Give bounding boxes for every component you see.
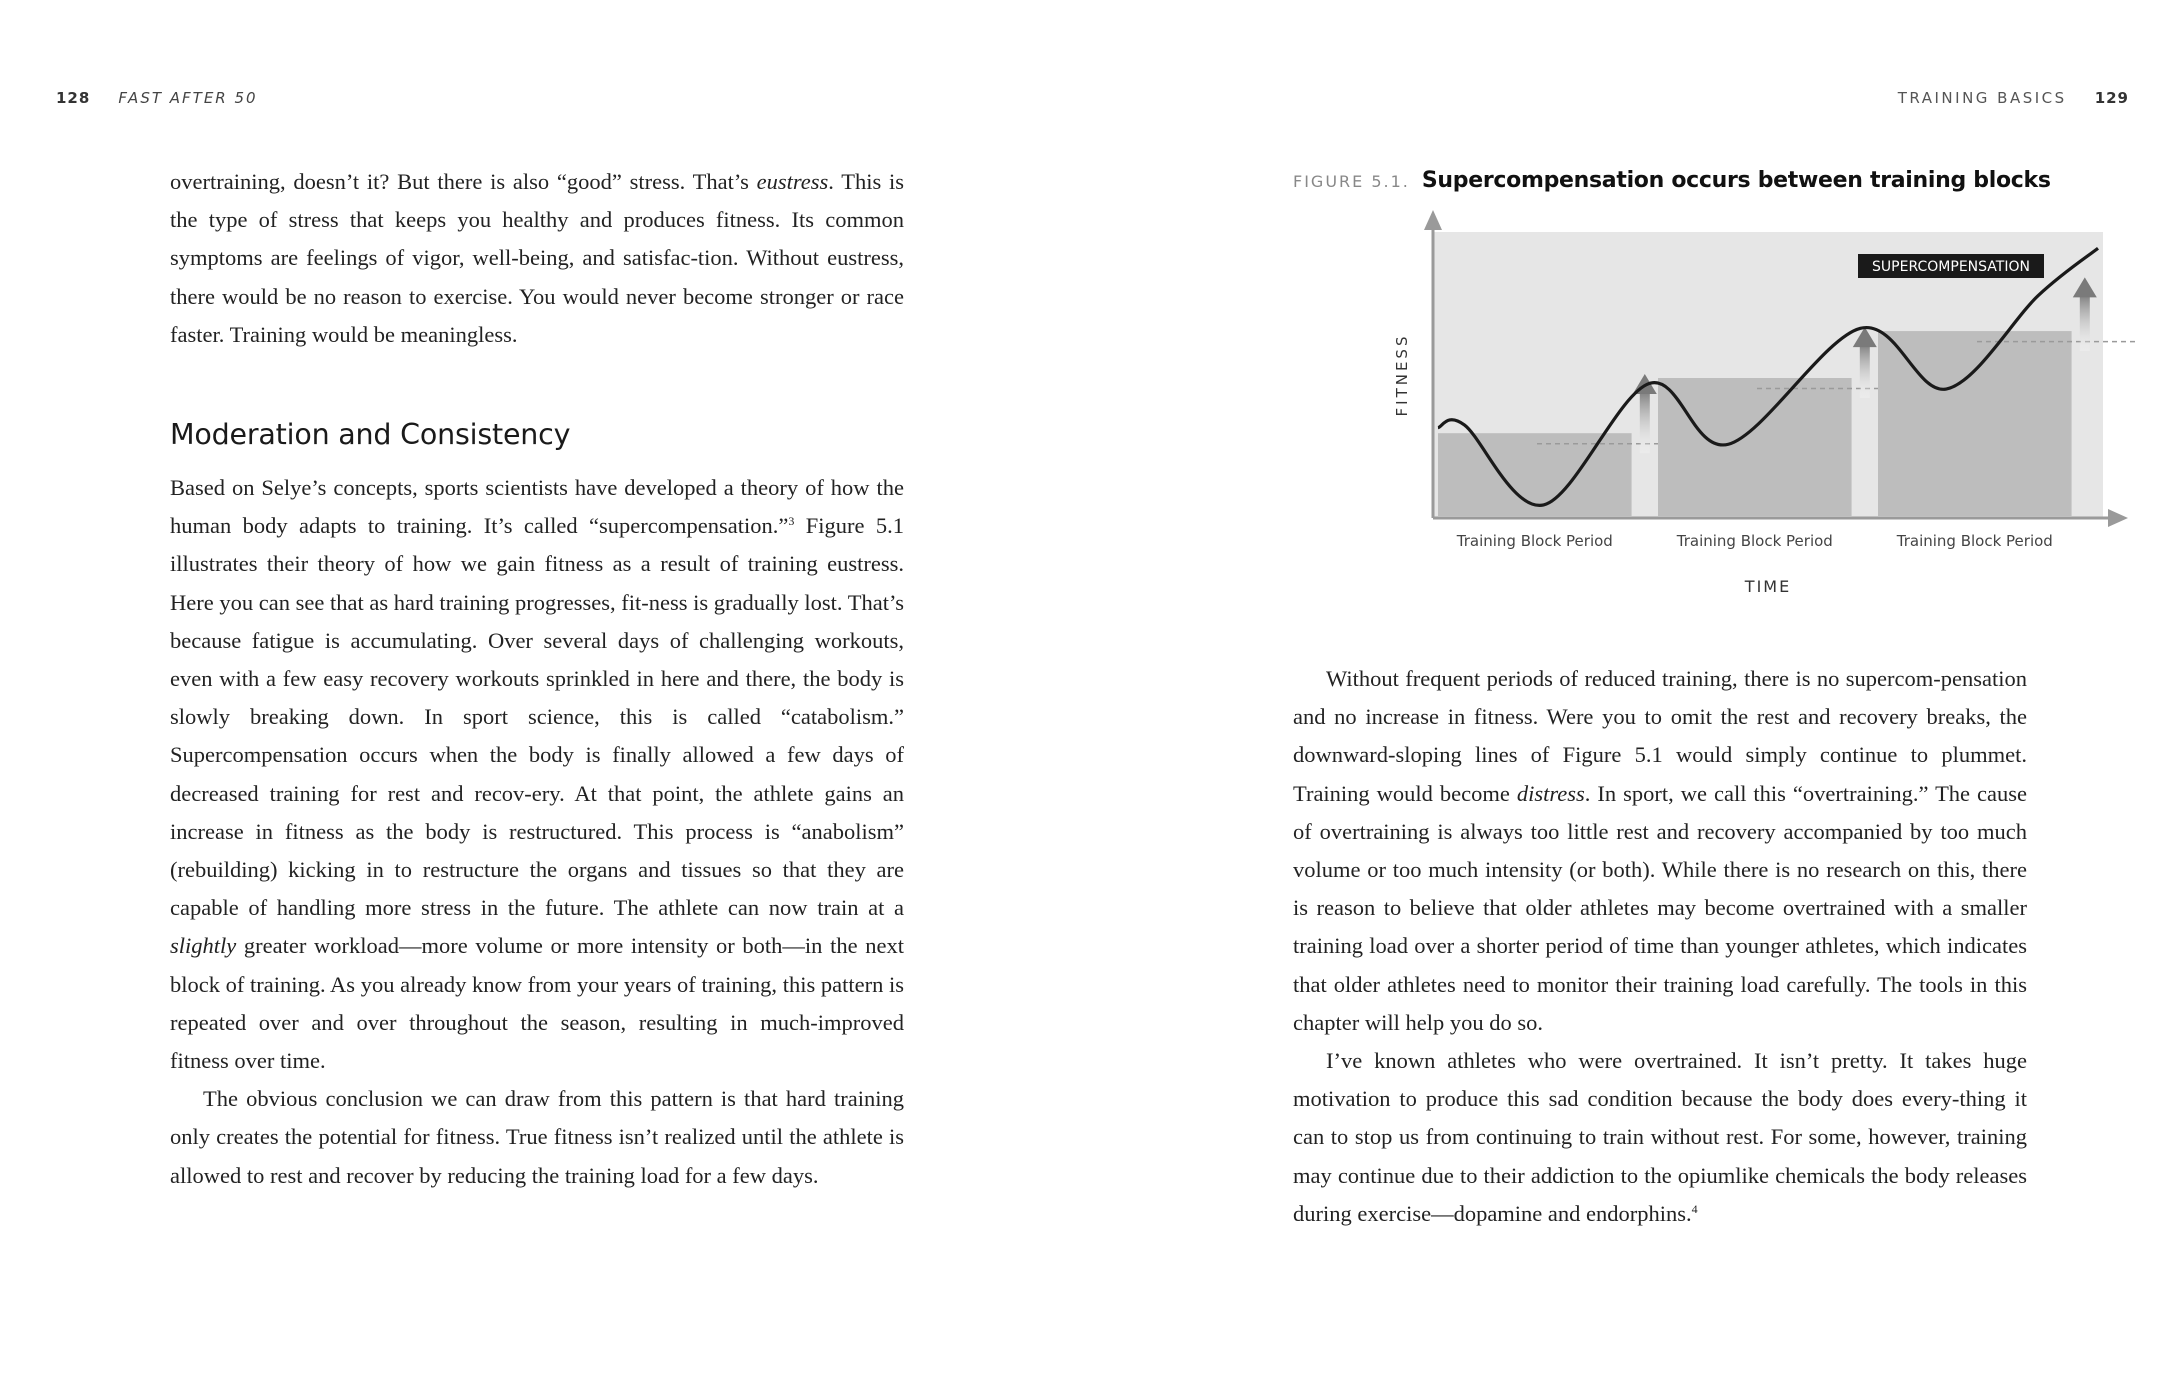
- x-tick-labels: [1456, 532, 2053, 550]
- y-axis-arrow: [1424, 210, 1442, 230]
- figure-title: Supercompensation occurs between training blocks: [1421, 168, 2051, 193]
- figure-label: FIGURE 5.1.: [1293, 172, 1410, 191]
- y-axis-label: FITNESS: [1393, 333, 1411, 417]
- gain-arrow-shaft: [1860, 343, 1870, 398]
- right-body-text: [1293, 660, 2027, 1233]
- x-tick-label: Training Block Period: [1456, 532, 1613, 550]
- left-running-head: [56, 89, 258, 107]
- gain-arrow-shaft: [2080, 293, 2090, 351]
- x-axis-arrow: [2108, 509, 2128, 527]
- paragraph: Without frequent periods of reduced training, there is no supercom-pensation and no increase in fitness. Were you to omit the rest and recovery breaks, the downward-sloping lines of Figure 5.1 would simply continue to plummet. Training would become distress. In sport, we call this “overtraining.” The cause of overtraining is always too little rest and recovery accompanied by too much volume or too much intensity (or both). While there is no research on this, there is reason to believe that older athletes may become overtrained with a smaller training load over a shorter period of time than younger athletes, which indicates that older athletes need to monitor their training load carefully. The tools in this chapter will help you do so.: [1293, 666, 2027, 1035]
- book-title: FAST AFTER 50: [118, 89, 258, 107]
- x-tick-label: Training Block Period: [1896, 532, 2053, 550]
- supercompensation-label: SUPERCOMPENSATION: [1872, 259, 2030, 275]
- figure-caption: [1293, 168, 2051, 193]
- footnote-marker[interactable]: 4: [1691, 1201, 1698, 1216]
- supercompensation-chart: [1288, 200, 2138, 620]
- footnote-marker[interactable]: 3: [788, 514, 795, 529]
- right-page-number: 129: [2094, 89, 2129, 107]
- chapter-title: TRAINING BASICS: [1897, 89, 2067, 107]
- gain-arrow-shaft: [1640, 390, 1650, 453]
- paragraph: The obvious conclusion we can draw from this pattern is that hard training only creates the potential for fitness. True fitness isn’t realized until the athlete is allowed to rest and recover by reducing the training load for a few days.: [170, 1086, 904, 1188]
- right-running-head: [1898, 89, 2129, 107]
- section-heading: Moderation and Consistency: [170, 418, 571, 451]
- x-axis-label: TIME: [1744, 577, 1792, 596]
- left-page: [0, 0, 1088, 1399]
- right-page: [1088, 0, 2177, 1399]
- paragraph: I’ve known athletes who were overtrained. It isn’t pretty. It takes huge motivation to produce this sad condition because the body does every-thing it can to stop us from continuing to train without rest. For some, however, training may continue due to their addiction to the opiumlike chemicals the body releases during exercise—dopamine and endorphins.$^4$: [1293, 1048, 2027, 1226]
- left-body-text-top: [170, 163, 904, 354]
- left-body-text-main: [170, 469, 904, 1195]
- x-tick-label: Training Block Period: [1676, 532, 1833, 550]
- training-block: [1658, 378, 1852, 516]
- paragraph: overtraining, doesn’t it? But there is also “good” stress. That’s eustress. This is the type of stress that keeps you healthy and produces fitness. Its common symptoms are feelings of vigor, well-being, and satisfac-tion. Without eustress, there would be no reason to exercise. You would never become stronger or race faster. Training would be meaningless.: [170, 169, 904, 347]
- paragraph: Based on Selye’s concepts, sports scientists have developed a theory of how the human body adapts to training. It’s called “supercompensation.”$^3$ Figure 5.1 illustrates their theory of how we gain fitness as a result of training eustress. Here you can see that as hard training progresses, fit-ness is gradually lost. That’s because fatigue is accumulating. Over several days of challenging workouts, even with a few easy recovery workouts sprinkled in here and there, the body is slowly breaking down. In sport science, this is called “catabolism.” Supercompensation occurs when the body is finally allowed a few days of decreased training for rest and recov-ery. At that point, the athlete gains an increase in fitness as the body is restructured. This process is “anabolism” (rebuilding) kicking in to restructure the organs and tissues so that they are capable of handling more stress in the future. The athlete can now train at a slightly greater workload—more volume or more intensity or both—in the next block of training. As you already know from your years of training, this pattern is repeated over and over throughout the season, resulting in much-improved fitness over time.: [170, 475, 904, 1074]
- left-page-number: 128: [56, 89, 91, 107]
